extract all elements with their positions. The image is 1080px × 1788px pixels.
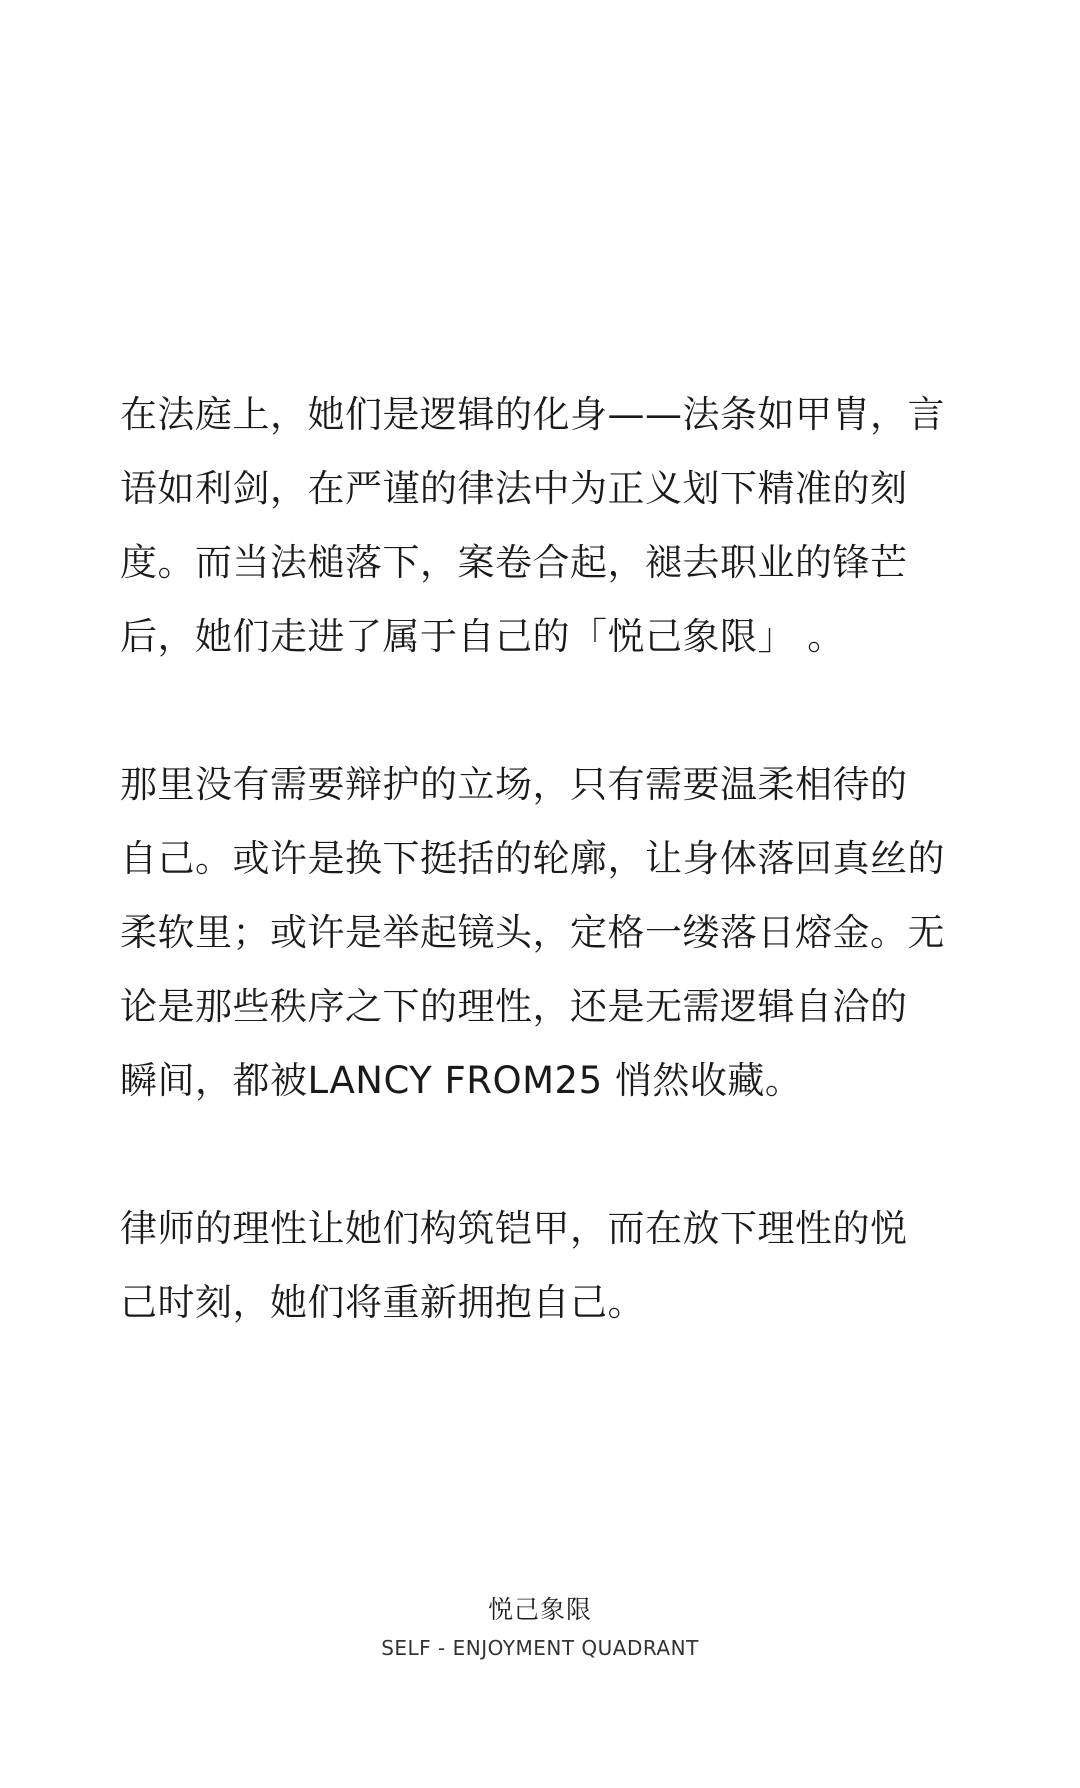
paragraph-2: [120, 748, 968, 1118]
paragraph-line: 己时刻，她们将重新拥抱自己。: [120, 1281, 645, 1324]
paragraph-line: 在法庭上，她们是逻辑的化身——法条如甲胄，言: [120, 393, 945, 436]
paragraph-line: 论是那些秩序之下的理性，还是无需逻辑自洽的: [120, 985, 908, 1028]
paragraph-line: 那里没有需要辩护的立场，只有需要温柔相待的: [120, 763, 908, 806]
paragraph-line: 律师的理性让她们构筑铠甲，而在放下理性的悦: [120, 1207, 908, 1250]
paragraph-line: 后，她们走进了属于自己的「悦己象限」 。: [120, 615, 845, 658]
paragraph-line: 瞬间，都被LANCY FROM25 悄然收藏。: [120, 1059, 803, 1102]
paragraph-1: [120, 378, 968, 674]
footer-brand: [0, 1592, 1080, 1662]
paragraph-spacer: [120, 674, 968, 748]
footer-title: 悦己象限: [487, 1595, 592, 1624]
article-body: [120, 378, 968, 1340]
paragraph-spacer: [120, 1118, 968, 1192]
footer-subtitle: SELF - ENJOYMENT QUADRANT: [381, 1636, 699, 1660]
paragraph-line: 度。而当法槌落下，案卷合起，褪去职业的锋芒: [120, 541, 908, 584]
paragraph-3: [120, 1192, 968, 1340]
paragraph-line: 柔软里；或许是举起镜头，定格一缕落日熔金。无: [120, 911, 945, 954]
paragraph-line: 语如利剑，在严谨的律法中为正义划下精准的刻: [120, 467, 908, 510]
paragraph-line: 自己。或许是换下挺括的轮廓，让身体落回真丝的: [120, 837, 945, 880]
